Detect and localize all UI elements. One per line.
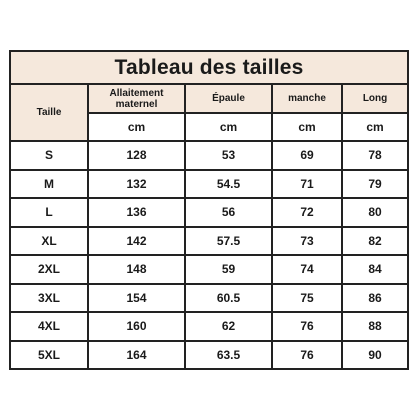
length-cell: 86 — [342, 284, 408, 313]
table-row — [10, 141, 408, 170]
sleeve-cell: 71 — [272, 170, 342, 199]
table-row — [10, 227, 408, 256]
table-row — [10, 255, 408, 284]
sleeve-cell: 76 — [272, 341, 342, 370]
shoulder-cell: 60.5 — [185, 284, 272, 313]
size-cell: XL — [10, 227, 88, 256]
unit-sleeve: cm — [272, 113, 342, 141]
size-cell: S — [10, 141, 88, 170]
title-row — [10, 51, 408, 84]
size-cell: 5XL — [10, 341, 88, 370]
table-row — [10, 284, 408, 313]
size-cell: 4XL — [10, 312, 88, 341]
shoulder-cell: 62 — [185, 312, 272, 341]
length-cell: 90 — [342, 341, 408, 370]
sleeve-cell: 73 — [272, 227, 342, 256]
breastfeeding-cell: 164 — [88, 341, 185, 370]
header-size: Taille — [10, 84, 88, 141]
shoulder-cell: 56 — [185, 198, 272, 227]
table-row — [10, 312, 408, 341]
header-shoulder: Épaule — [185, 84, 272, 113]
sleeve-cell: 69 — [272, 141, 342, 170]
size-cell: L — [10, 198, 88, 227]
header-length: Long — [342, 84, 408, 113]
column-header-row — [10, 84, 408, 113]
unit-length: cm — [342, 113, 408, 141]
unit-shoulder: cm — [185, 113, 272, 141]
length-cell: 79 — [342, 170, 408, 199]
header-breastfeeding: Allaitement maternel — [88, 84, 185, 113]
size-cell: M — [10, 170, 88, 199]
size-cell: 2XL — [10, 255, 88, 284]
breastfeeding-cell: 160 — [88, 312, 185, 341]
table-title: Tableau des tailles — [10, 51, 408, 84]
breastfeeding-cell: 132 — [88, 170, 185, 199]
breastfeeding-cell: 154 — [88, 284, 185, 313]
sleeve-cell: 72 — [272, 198, 342, 227]
table-row — [10, 198, 408, 227]
table-row — [10, 170, 408, 199]
sleeve-cell: 75 — [272, 284, 342, 313]
sleeve-cell: 76 — [272, 312, 342, 341]
shoulder-cell: 59 — [185, 255, 272, 284]
breastfeeding-cell: 142 — [88, 227, 185, 256]
size-cell: 3XL — [10, 284, 88, 313]
shoulder-cell: 54.5 — [185, 170, 272, 199]
shoulder-cell: 63.5 — [185, 341, 272, 370]
length-cell: 82 — [342, 227, 408, 256]
length-cell: 84 — [342, 255, 408, 284]
breastfeeding-cell: 128 — [88, 141, 185, 170]
header-sleeve: manche — [272, 84, 342, 113]
table-row — [10, 341, 408, 370]
shoulder-cell: 53 — [185, 141, 272, 170]
unit-breastfeeding: cm — [88, 113, 185, 141]
size-chart-table — [9, 50, 409, 370]
sleeve-cell: 74 — [272, 255, 342, 284]
length-cell: 80 — [342, 198, 408, 227]
length-cell: 88 — [342, 312, 408, 341]
shoulder-cell: 57.5 — [185, 227, 272, 256]
breastfeeding-cell: 148 — [88, 255, 185, 284]
length-cell: 78 — [342, 141, 408, 170]
breastfeeding-cell: 136 — [88, 198, 185, 227]
